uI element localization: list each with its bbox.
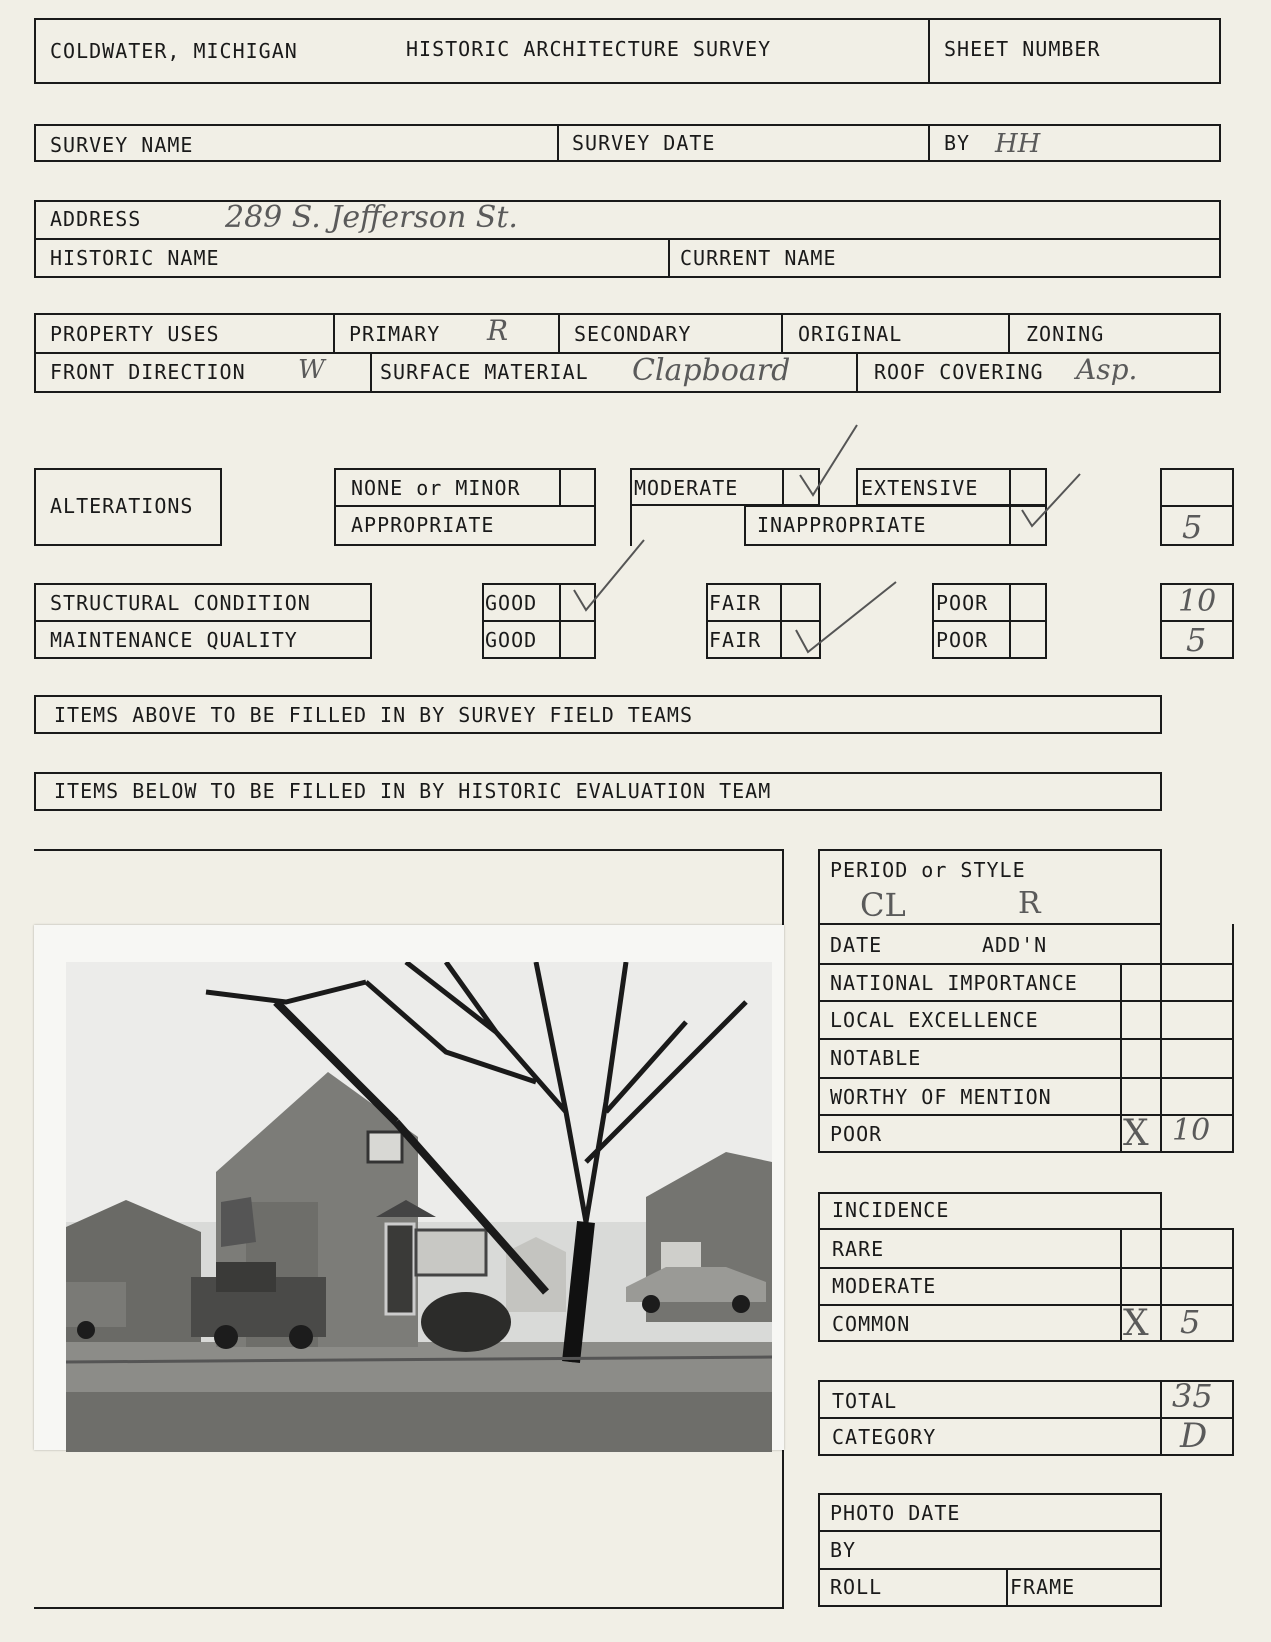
total-label: TOTAL — [832, 1389, 898, 1413]
period-value-1: CL — [860, 886, 906, 924]
divider — [928, 18, 930, 84]
divider — [782, 468, 784, 506]
category-label: CATEGORY — [832, 1425, 937, 1449]
original-label: ORIGINAL — [798, 322, 903, 346]
local-excellence-label: LOCAL EXCELLENCE — [830, 1008, 1039, 1032]
sheet-number-label: SHEET NUMBER — [944, 37, 1101, 61]
house-photograph — [34, 925, 784, 1450]
survey-by-label: BY — [944, 131, 971, 155]
divider — [818, 963, 1234, 965]
inappropriate-label: INAPPROPRIATE — [757, 513, 927, 537]
divider — [1009, 505, 1011, 546]
structural-score: 10 — [1178, 584, 1217, 619]
divider — [334, 505, 596, 507]
divider — [780, 583, 782, 659]
common-mark: X — [1123, 1303, 1149, 1344]
primary-value: R — [487, 314, 509, 347]
survey-name-label: SURVEY NAME — [50, 133, 194, 157]
worthy-label: WORTHY OF MENTION — [830, 1085, 1052, 1109]
divider — [818, 1304, 1234, 1306]
survey-by-value: HH — [995, 129, 1041, 159]
divider — [818, 1530, 1162, 1532]
divider — [482, 620, 596, 622]
surface-material-label: SURFACE MATERIAL — [380, 360, 589, 384]
divider — [558, 313, 560, 353]
divider — [34, 352, 1221, 354]
roof-covering-label: ROOF COVERING — [874, 360, 1044, 384]
divider — [818, 1000, 1234, 1002]
divider — [1160, 924, 1162, 964]
photo-by-label: BY — [830, 1538, 857, 1562]
note-below: ITEMS BELOW TO BE FILLED IN BY HISTORIC EVALUATION TEAM — [54, 779, 772, 803]
alterations-score: 5 — [1182, 508, 1203, 546]
survey-date-label: SURVEY DATE — [572, 131, 716, 155]
primary-label: PRIMARY — [349, 322, 441, 346]
common-score: 5 — [1180, 1303, 1201, 1341]
extensive-label: EXTENSIVE — [861, 476, 979, 500]
structural-poor-label: POOR — [936, 591, 989, 615]
common-label: COMMON — [832, 1312, 911, 1336]
maintenance-fair-label: FAIR — [709, 628, 762, 652]
divider — [818, 1267, 1234, 1269]
divider — [1120, 1228, 1122, 1342]
secondary-label: SECONDARY — [574, 322, 692, 346]
surface-material-value: Clapboard — [632, 353, 791, 388]
moderate-check-icon — [795, 420, 865, 500]
period-value-2: R — [1018, 886, 1041, 921]
divider — [1008, 313, 1010, 353]
property-uses-label: PROPERTY USES — [50, 322, 220, 346]
appropriate-label: APPROPRIATE — [351, 513, 495, 537]
structural-fair-label: FAIR — [709, 591, 762, 615]
divider — [1160, 505, 1234, 507]
divider — [668, 238, 670, 278]
maintenance-quality-label: MAINTENANCE QUALITY — [50, 628, 298, 652]
front-direction-label: FRONT DIRECTION — [50, 360, 246, 384]
divider — [818, 1228, 1234, 1230]
divider — [557, 124, 559, 162]
eval-poor-label: POOR — [830, 1122, 883, 1146]
structural-good-check-icon — [570, 535, 650, 615]
notable-label: NOTABLE — [830, 1046, 922, 1070]
address-label: ADDRESS — [50, 207, 142, 231]
structural-good-label: GOOD — [485, 591, 538, 615]
divider — [333, 313, 335, 353]
incidence-label: INCIDENCE — [832, 1198, 950, 1222]
divider — [370, 352, 372, 393]
divider — [34, 620, 372, 622]
incidence-moderate-label: MODERATE — [832, 1274, 937, 1298]
historic-name-label: HISTORIC NAME — [50, 246, 220, 270]
structural-condition-label: STRUCTURAL CONDITION — [50, 591, 311, 615]
front-direction-value: W — [298, 355, 325, 385]
roll-label: ROLL — [830, 1575, 883, 1599]
form-title: HISTORIC ARCHITECTURE SURVEY — [406, 37, 772, 61]
divider — [932, 620, 1047, 622]
divider — [34, 238, 1221, 240]
divider — [1160, 963, 1162, 1153]
divider — [559, 468, 561, 505]
divider — [856, 352, 858, 393]
zoning-label: ZONING — [1026, 322, 1105, 346]
alterations-label: ALTERATIONS — [50, 494, 194, 518]
divider — [818, 1417, 1234, 1419]
eval-poor-mark: X — [1123, 1113, 1149, 1154]
inappropriate-check-icon — [1018, 470, 1088, 530]
divider — [781, 313, 783, 353]
frame-label: FRAME — [1010, 1575, 1076, 1599]
divider — [1120, 963, 1122, 1153]
maintenance-score: 5 — [1186, 621, 1207, 659]
eval-poor-score: 10 — [1172, 1113, 1211, 1148]
maintenance-good-label: GOOD — [485, 628, 538, 652]
divider — [1160, 1228, 1162, 1342]
national-importance-label: NATIONAL IMPORTANCE — [830, 971, 1078, 995]
city-label: COLDWATER, MICHIGAN — [50, 39, 298, 63]
maintenance-poor-label: POOR — [936, 628, 989, 652]
addn-label: ADD'N — [982, 933, 1048, 957]
divider — [1009, 583, 1011, 659]
divider — [1160, 1380, 1162, 1456]
divider — [818, 1038, 1234, 1040]
none-minor-label: NONE or MINOR — [351, 476, 521, 500]
divider — [1006, 1568, 1008, 1607]
date-label: DATE — [830, 933, 883, 957]
divider — [818, 1568, 1162, 1570]
total-value: 35 — [1172, 1377, 1213, 1415]
alt-moderate-label: MODERATE — [634, 476, 739, 500]
house-photo-image — [66, 962, 772, 1452]
divider — [928, 124, 930, 162]
period-label: PERIOD or STYLE — [830, 858, 1026, 882]
divider — [1009, 468, 1011, 506]
rare-label: RARE — [832, 1237, 885, 1261]
divider — [559, 583, 561, 659]
current-name-label: CURRENT NAME — [680, 246, 837, 270]
maintenance-fair-check-icon — [792, 578, 902, 658]
address-value: 289 S. Jefferson St. — [225, 200, 518, 235]
roof-covering-value: Asp. — [1076, 353, 1138, 386]
note-above: ITEMS ABOVE TO BE FILLED IN BY SURVEY FIELD TEAMS — [54, 703, 694, 727]
category-value: D — [1180, 1416, 1208, 1456]
divider — [818, 1077, 1234, 1079]
photo-date-label: PHOTO DATE — [830, 1501, 961, 1525]
